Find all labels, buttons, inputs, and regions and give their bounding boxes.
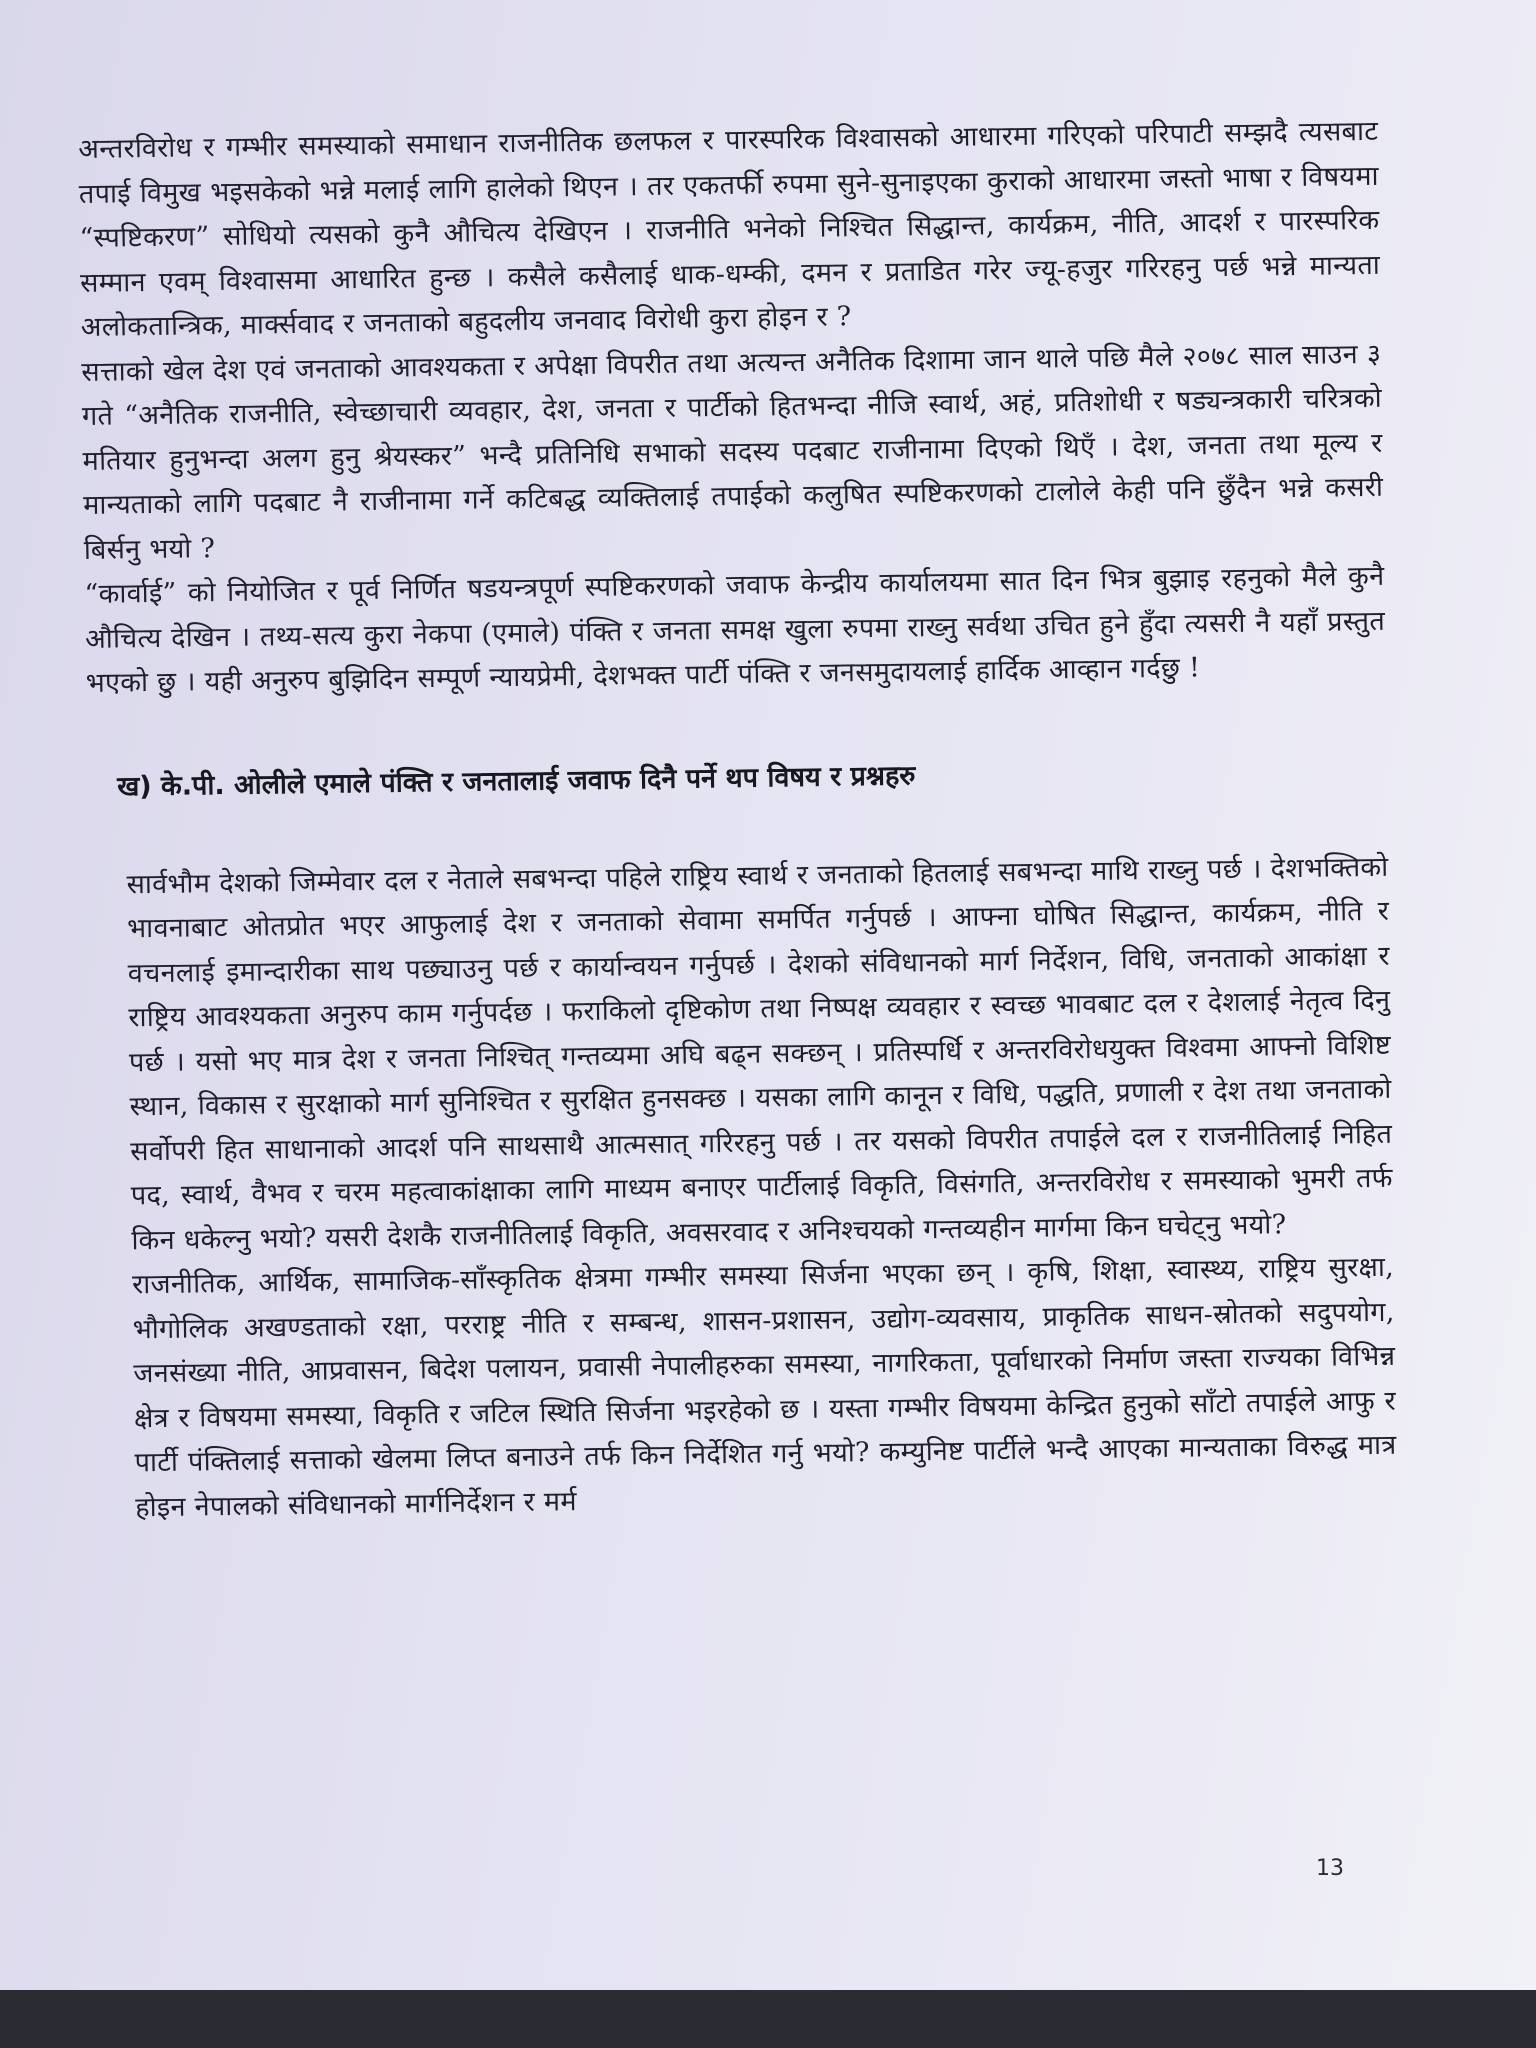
paragraph: सत्ताको खेल देश एवं जनताको आवश्यकता र अपेक्षा विपरीत तथा अत्यन्त अनैतिक दिशामा जान थाले पछि मैले २०७८ साल साउन ३ गते “अनैतिक राजनीति, स्वेच्छाचारी व्यवहार, देश, जनता र पार्टीको हितभन्दा नीजि स्वार्थ, अहं, प्रतिशोधी र षड्यन्त्रकारी चरित्रको मतियार हुनुभन्दा अलग हुनु श्रेयस्कर” भन्दै प्रतिनिधि सभाको सदस्य पदबाट राजीनामा दिएको थिएँ । देश, जनता तथा मूल्य र मान्यताको लागि पदबाट नै राजीनामा गर्ने कटिबद्ध व्यक्तिलाई तपाईको कलुषित स्पष्टिकरणको टालोले केही पनि छुँदैन भन्ने कसरी बिर्सनु भयो ? [81,338,1384,566]
paragraph: “कार्वाई” को नियोजित र पूर्व निर्णित षडयन्त्रपूर्ण स्पष्टिकरणको जवाफ केन्द्रीय कार्यालयमा सात दिन भित्र बुझाइ रहनुको मैले कुनै औचित्य देखिन । तथ्य-सत्य कुरा नेकपा (एमाले) पंक्ति र जनता समक्ष खुला रुपमा राख्नु सर्वथा उचित हुने हुँदा त्यसरी नै यहाँ प्रस्तुत भएको छु । यही अनुरुप बुझिदिन सम्पूर्ण न्यायप्रेमी, देशभक्त पार्टी पंक्ति र जनसमुदायलाई हार्दिक आव्हान गर्दछु ! [84,560,1386,699]
page-number: 13 [1316,1856,1344,1881]
section-heading: ख) के.पी. ओलीले एमाले पंक्ति र जनतालाई जवाफ दिनै पर्ने थप विषय र प्रश्नहरु [116,759,916,803]
section-questions [88,845,1397,1531]
paragraph: सार्वभौम देशको जिम्मेवार दल र नेताले सबभन्दा पहिले राष्ट्रिय स्वार्थ र जनताको हितलाई सबभन्दा माथि राख्नु पर्छ । देशभक्तिको भावनाबाट ओतप्रोत भएर आफुलाई देश र जनताको सेवामा समर्पित गर्नुपर्छ । आफ्ना घोषित सिद्धान्त, कार्यक्रम, नीति र वचनलाई इमान्दारीका साथ पछ्याउनु पर्छ र कार्यान्वयन गर्नुपर्छ । देशको संविधानको मार्ग निर्देशन, विधि, जनताको आकांक्षा र राष्ट्रिय आवश्यकता अनुरुप काम गर्नुपर्दछ । फराकिलो दृष्टिकोण तथा निष्पक्ष व्यवहार र स्वच्छ भावबाट दल र देशलाई नेतृत्व दिनु पर्छ । यसो भए मात्र देश र जनता निश्चित् गन्तव्यमा अघि बढ्न सक्छन् । प्रतिस्पर्धि र अन्तरविरोधयुक्त विश्वमा आफ्नो विशिष्ट स्थान, विकास र सुरक्षाको मार्ग सुनिश्चित र सुरक्षित हुनसक्छ । यसका लागि कानून र विधि, पद्धति, प्रणाली र देश तथा जनताको सर्वोपरी हित साधानाको आदर्श पनि साथसाथै आत्मसात् गरिरहनु पर्छ । तर यसको विपरीत तपाईले दल र राजनीतिलाई निहित पद, स्वार्थ, वैभव र चरम महत्वाकांक्षाका लागि माध्यम बनाएर पार्टीलाई विकृति, विसंगति, अन्तरविरोध र समस्याको भुमरी तर्फ किन धकेल्नु भयो? यसरी देशकै राजनीतिलाई विकृति, अवसरवाद र अनिश्चयको गन्तव्यहीन मार्गमा किन घचेट्नु भयो? [126,851,1394,1256]
paragraph: राजनीतिक, आर्थिक, सामाजिक-साँस्कृतिक क्षेत्रमा गम्भीर समस्या सिर्जना भएका छन् । कृषि, शिक्षा, स्वास्थ्य, राष्ट्रिय सुरक्षा, भौगोलिक अखण्डताको रक्षा, परराष्ट्र नीति र सम्बन्ध, शासन-प्रशासन, उद्योग-व्यवसाय, प्राकृतिक साधन-स्रोतको सदुपयोग, जनसंख्या नीति, आप्रवासन, बिदेश पलायन, प्रवासी नेपालीहरुका समस्या, नागरिकता, पूर्वाधारको निर्माण जस्ता राज्यका विभिन्न क्षेत्र र विषयमा समस्या, विकृति र जटिल स्थिति सिर्जना भइरहेको छ । यस्ता गम्भीर विषयमा केन्द्रित हुनुको साँटो तपाईले आफु र पार्टी पंक्तिलाई सत्ताको खेलमा लिप्त बनाउने तर्फ किन निर्देशित गर्नु भयो? कम्युनिष्ट पार्टीले भन्दै आएका मान्यताका विरुद्ध मात्र होइन नेपालको संविधानको मार्गनिर्देशन र मर्म [131,1251,1397,1523]
page-content [78,110,1397,1531]
section-intro [78,110,1386,707]
dark-background [0,1990,1536,2048]
paragraph: अन्तरविरोध र गम्भीर समस्याको समाधान राजनीतिक छलफल र पारस्परिक विश्वासको आधारमा गरिएको परिपाटी सम्झदै त्यसबाट तपाई विमुख भइसकेको भन्ने मलाई लागि हालेको थिएन । तर एकतर्फी रुपमा सुने-सुनाइएका कुराको आधारमा जस्तो भाषा र विषयमा “स्पष्टिकरण” सोधियो त्यसको कुनै औचित्य देखिएन । राजनीति भनेको निश्चित सिद्धान्त, कार्यक्रम, नीति, आदर्श र पारस्परिक सम्मान एवम् विश्वासमा आधारित हुन्छ । कसैले कसैलाई धाक-धम्की, दमन र प्रताडित गरेर ज्यू-हजुर गरिरहनु पर्छ भन्ने मान्यता अलोकतान्त्रिक, मार्क्सवाद र जनताको बहुदलीय जनवाद विरोधी कुरा होइन र ? [78,115,1381,343]
